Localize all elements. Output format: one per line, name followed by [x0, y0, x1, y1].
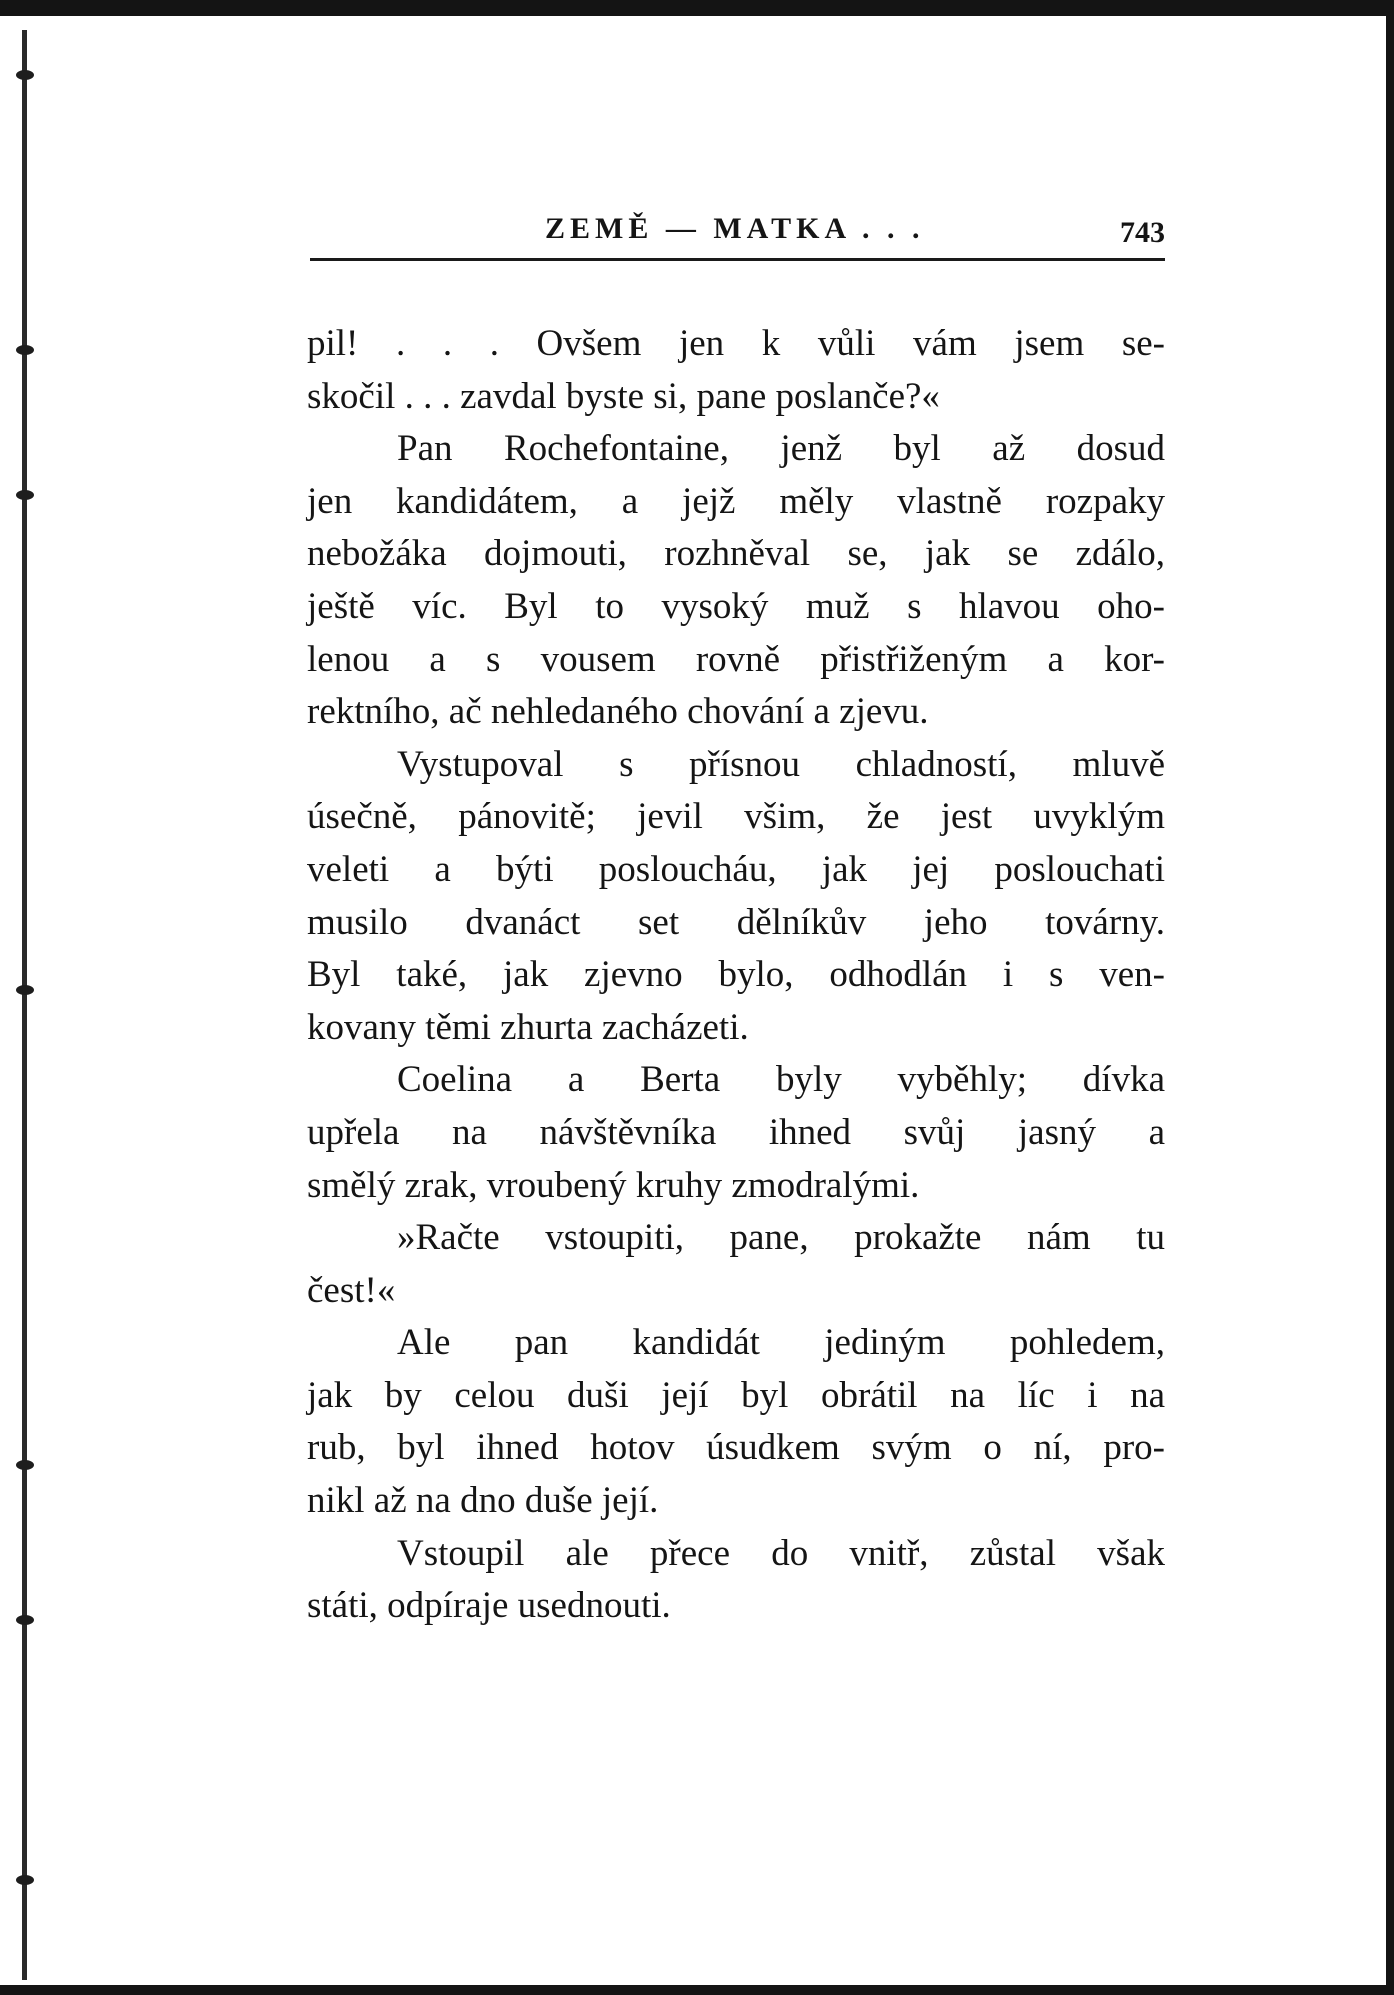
body-text	[307, 318, 1165, 1633]
binding-thread	[22, 30, 27, 1980]
text-line: jen kandidátem, a jejž měly vlastně rozpaky	[307, 480, 1165, 522]
text-line: Coelina a Berta byly vyběhly; dívka	[397, 1059, 1165, 1101]
text-line: Pan Rochefontaine, jenž byl až dosud	[397, 428, 1165, 470]
text-line: úsečně, pánovitě; jevil všim, že jest uvyklým	[307, 796, 1165, 838]
text-line: jak by celou duši její byl obrátil na líc i na	[307, 1374, 1165, 1416]
text-line: ještě víc. Byl to vysoký muž s hlavou oho-	[307, 585, 1165, 627]
scan-edge-bottom	[0, 1985, 1394, 1995]
binding-knot	[16, 1875, 34, 1885]
text-line: pil! . . . Ovšem jen k vůli vám jsem se-	[307, 323, 1165, 364]
scan-edge-right	[1386, 0, 1394, 1995]
binding-knot	[16, 70, 34, 80]
text-line: skočil . . . zavdal byste si, pane poslanče?«	[307, 375, 940, 417]
binding-knot	[16, 1460, 34, 1470]
text-line: čest!«	[307, 1269, 396, 1311]
running-header	[310, 208, 1165, 261]
text-line: veleti a býti posloucháu, jak jej poslouchati	[307, 848, 1165, 890]
text-line: Vstoupil ale přece do vnitř, zůstal však	[397, 1532, 1165, 1574]
scan-edge-top	[0, 0, 1394, 16]
text-line: upřela na návštěvníka ihned svůj jasný a	[307, 1111, 1165, 1153]
text-line: rub, byl ihned hotov úsudkem svým o ní, pro-	[307, 1427, 1165, 1469]
text-line: Vystupoval s přísnou chladností, mluvě	[397, 743, 1165, 785]
binding-knot	[16, 345, 34, 355]
text-line: smělý zrak, vroubený kruhy zmodralými.	[307, 1164, 920, 1206]
text-line: lenou a s vousem rovně přistřiženým a kor-	[307, 638, 1165, 680]
binding-knot	[16, 490, 34, 500]
text-line: Byl také, jak zjevno bylo, odhodlán i s ven-	[307, 954, 1165, 996]
text-line: »Račte vstoupiti, pane, prokažte nám tu	[397, 1217, 1165, 1259]
page-number: 743	[1120, 216, 1165, 249]
text-line: nikl až na dno duše její.	[307, 1480, 659, 1522]
text-line: rektního, ač nehledaného chování a zjevu.	[307, 691, 929, 733]
binding-knot	[16, 1615, 34, 1625]
binding-knot	[16, 985, 34, 995]
text-line: musilo dvanáct set dělníkův jeho továrny.	[307, 901, 1165, 943]
text-line: státi, odpíraje usednouti.	[307, 1585, 671, 1627]
header-title: ZEMĚ — MATKA . . .	[545, 212, 925, 245]
text-line: Ale pan kandidát jediným pohledem,	[397, 1322, 1165, 1364]
text-line: kovany těmi zhurta zacházeti.	[307, 1006, 749, 1048]
text-line: nebožáka dojmouti, rozhněval se, jak se zdálo,	[307, 533, 1165, 575]
